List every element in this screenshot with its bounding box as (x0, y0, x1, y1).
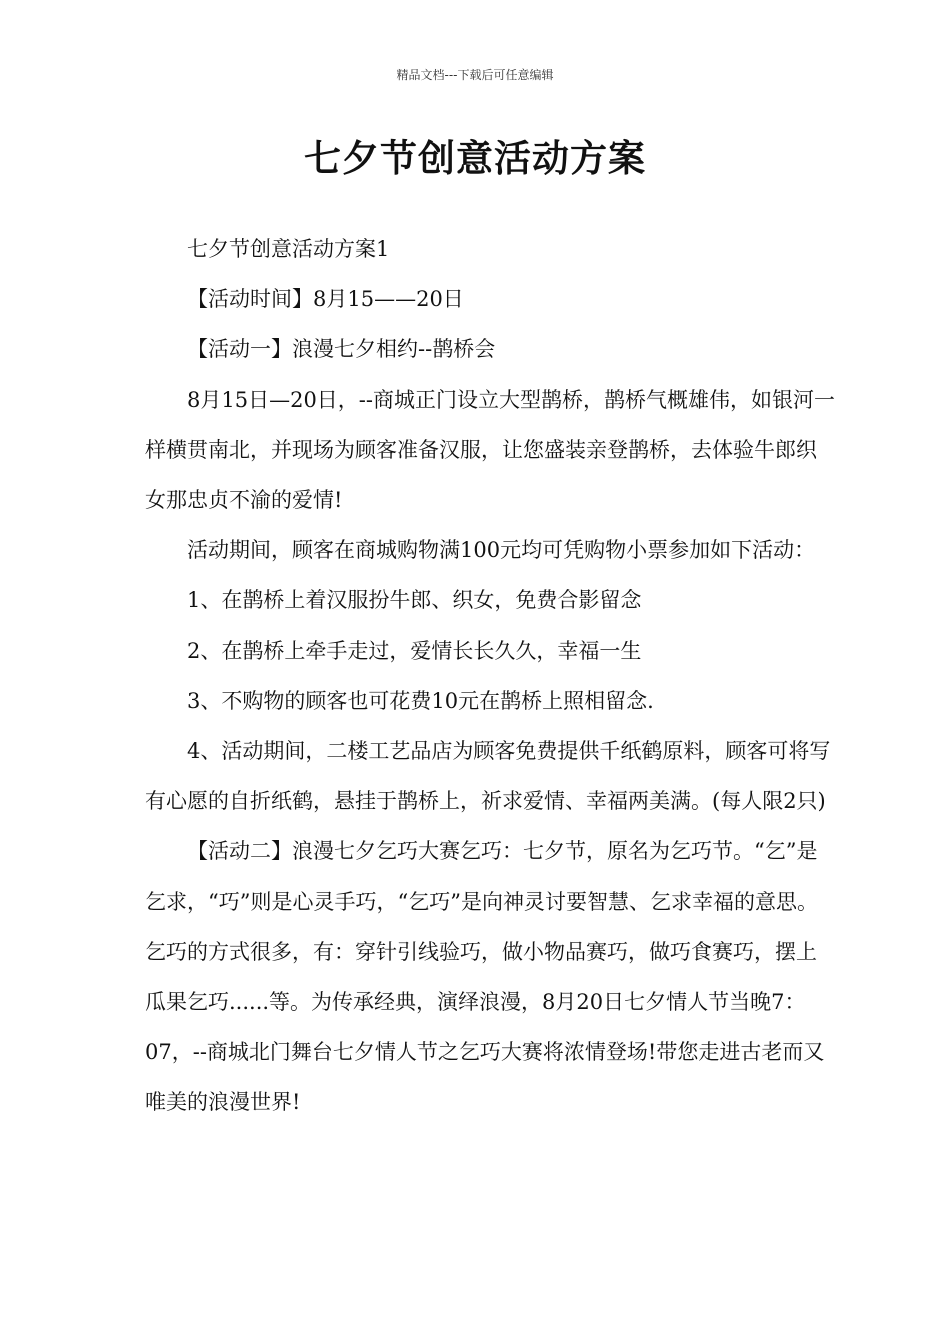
list-item-1: 1、在鹊桥上着汉服扮牛郎、织女，免费合影留念 (187, 588, 642, 613)
paragraph-activity-time: 【活动时间】8月15——20日 (187, 287, 464, 312)
document-body (145, 224, 835, 1128)
paragraph-activity-two: 【活动二】浪漫七夕乞巧大赛乞巧：七夕节，原名为乞巧节。“乞”是乞求，“巧”则是心灵手巧，“乞巧”是向神灵讨要智慧、乞求幸福的意思。乞巧的方式很多，有：穿针引线验巧，做小物品赛巧，做巧食赛巧，摆上瓜果乞巧......等。为传承经典，演绎浪漫，8月20日七夕情人节当晚7：07，--商城北门舞台七夕情人节之乞巧大赛将浓情登场!带您走进古老而又唯美的浪漫世界! (145, 839, 825, 1115)
section-heading: 七夕节创意活动方案1 (187, 237, 390, 261)
page-header-note: 精品文档---下载后可任意编辑 (396, 68, 554, 82)
paragraph-activity-conditions: 活动期间，顾客在商城购物满100元均可凭购物小票参加如下活动： (187, 538, 816, 563)
list-item-4: 4、活动期间，二楼工艺品店为顾客免费提供千纸鹤原料，顾客可将写有心愿的自折纸鹤，悬挂于鹊桥上，祈求爱情、幸福两美满。(每人限2只) (145, 739, 831, 814)
list-item-3: 3、不购物的顾客也可花费10元在鹊桥上照相留念. (187, 688, 654, 713)
paragraph-bridge-description: 8月15日—20日，--商城正门设立大型鹊桥，鹊桥气概雄伟，如银河一样横贯南北，并现场为顾客准备汉服，让您盛装亲登鹊桥，去体验牛郎织女那忠贞不渝的爱情! (145, 387, 835, 513)
document-title: 七夕节创意活动方案 (304, 137, 646, 180)
list-item-2: 2、在鹊桥上牵手走过，爱情长长久久，幸福一生 (187, 638, 642, 663)
paragraph-activity-one-heading: 【活动一】浪漫七夕相约--鹊桥会 (187, 337, 496, 362)
